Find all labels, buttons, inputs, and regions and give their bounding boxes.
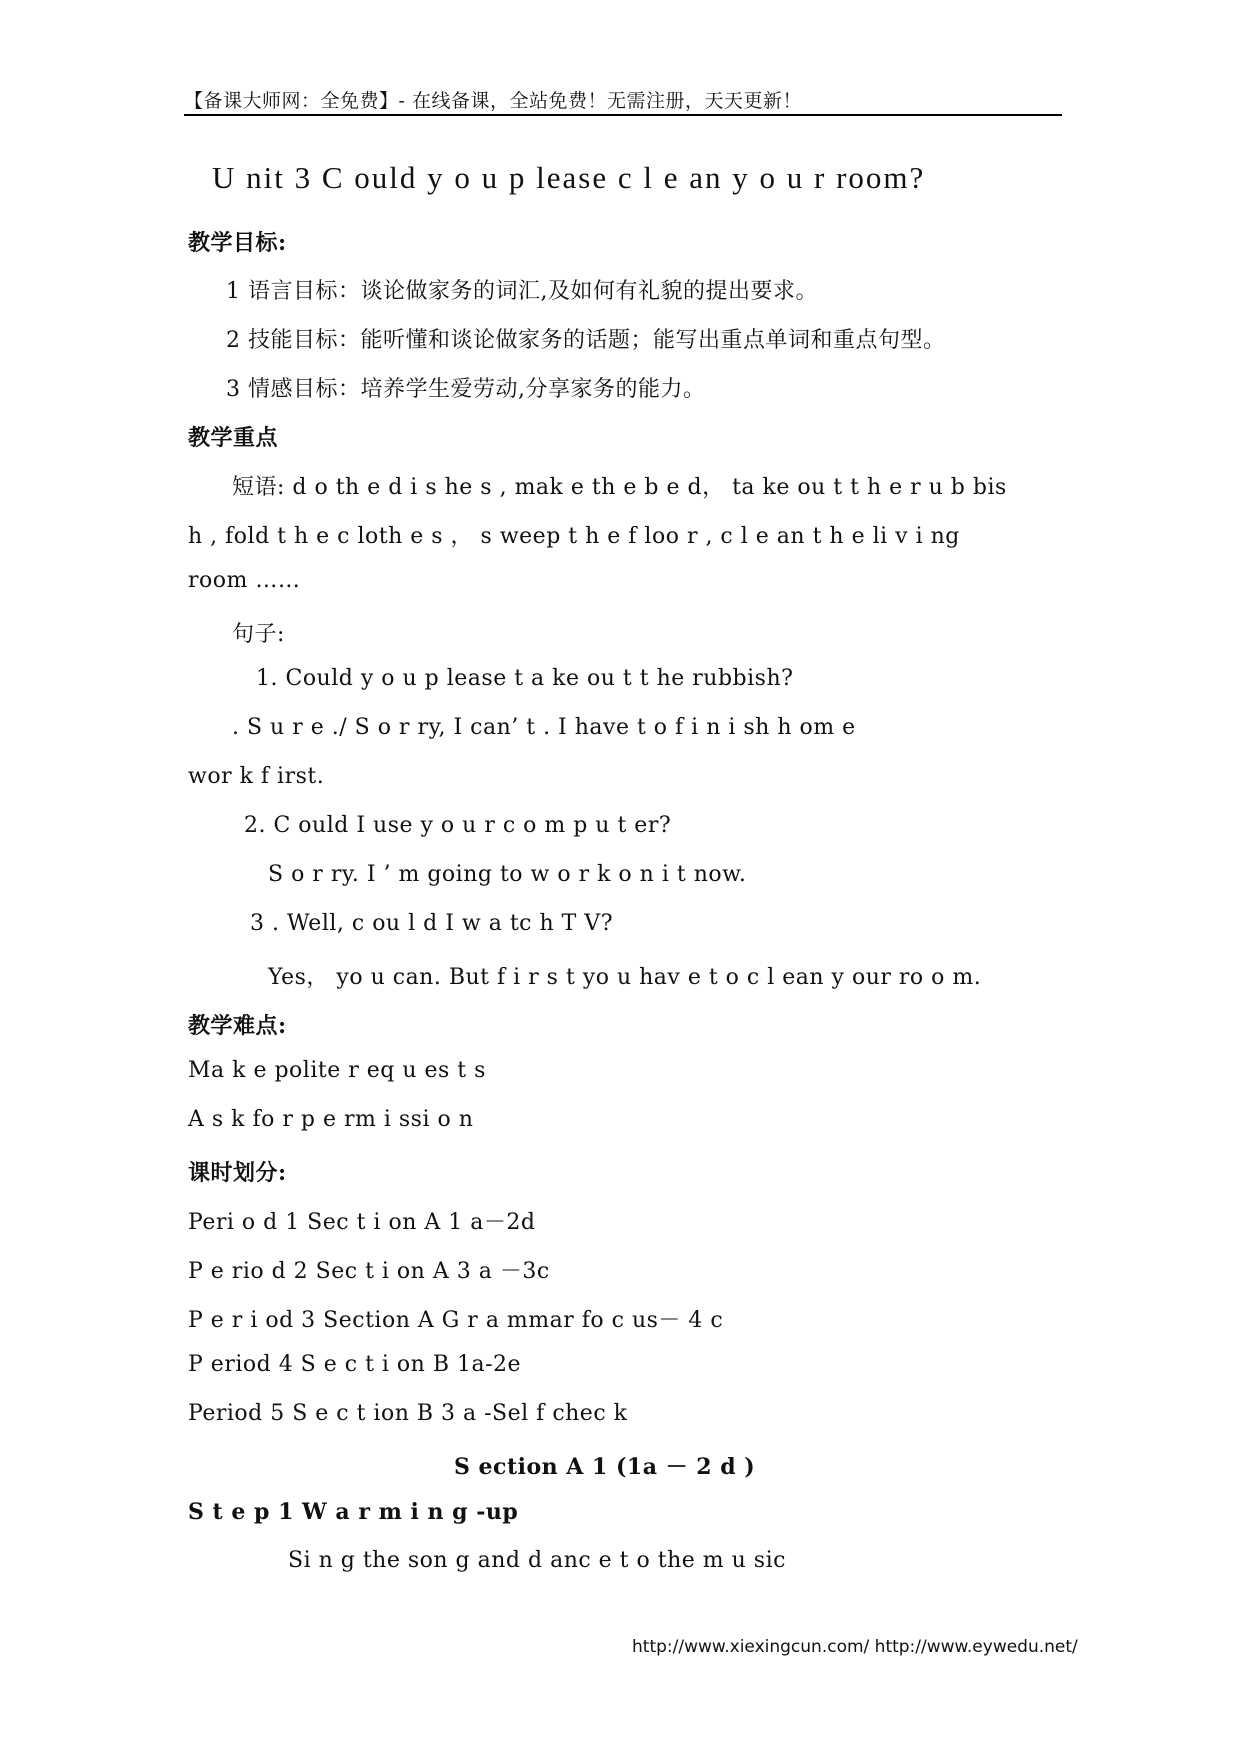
goals-heading: 教学目标: [188,230,287,256]
difficulty-item-1: Ma k e polite r eq u es t s [188,1058,486,1083]
period-item-3: P e r i od 3 Section A G r a mmar fo c us－ 4 c [188,1308,724,1333]
step-1-text: Si n g the son g and d anc e t o the m u sic [288,1548,786,1573]
period-item-5: Period 5 S e c t ion B 3 a -Sel f chec k [188,1401,628,1426]
goal-item-1: 1 语言目标：谈论做家务的词汇,及如何有礼貌的提出要求。 [226,279,818,304]
page-header: 【备课大师网：全免费】- 在线备课，全站免费！无需注册，天天更新！ [184,90,802,112]
sentence-1: 1. Could y o u p lease t a ke ou t t he rubbish? [256,666,794,691]
periods-heading: 课时划分: [188,1160,287,1186]
difficulty-item-2: A s k fo r p e rm i ssi o n [188,1107,474,1132]
sentences-label: 句子: [232,622,285,647]
sentence-3: 3 . Well, c ou l d I w a tc h T V? [250,911,613,936]
phrases-line-1: 短语: d o th e d i s he s , mak e th e b e d， ta ke ou t t h e r u b bis [232,475,1007,500]
sentence-1-answer-line-2: wor k f irst. [188,764,325,789]
sentence-1-answer-line-1: . S u r e ./ S o r ry, I can’ t . I have t o f i n i sh h om e [232,715,856,740]
period-item-4: P eriod 4 S e c t i on B 1a-2e [188,1352,522,1377]
sentence-3-answer: Yes， yo u can. But f i r s t yo u hav e t o c l ean y our ro o m. [268,965,982,990]
sentence-2-answer: S o r ry. I ’ m going to w o r k o n i t now. [268,862,747,887]
unit-title: U nit 3 C ould y o u p lease c l e an y o u r room? [212,160,926,195]
header-divider [184,114,1062,116]
sentence-2: 2. C ould I use y o u r c o m p u t er? [244,813,672,838]
goal-item-2: 2 技能目标：能听懂和谈论做家务的话题；能写出重点单词和重点句型。 [226,328,946,353]
step-1-heading: S t e p 1 W a r m i n g -up [188,1499,519,1525]
period-item-2: P e rio d 2 Sec t i on A 3 a －3c [188,1259,550,1284]
phrases-line-3: room …… [188,568,301,593]
key-points-heading: 教学重点 [188,425,279,451]
difficulties-heading: 教学难点: [188,1013,287,1039]
goal-item-3: 3 情感目标：培养学生爱劳动,分享家务的能力。 [226,377,706,402]
phrases-line-2: h , fold t h e c loth e s ， s weep t h e f loo r , c l e an t h e li v i ng [188,524,960,549]
footer-urls: http://www.xiexingcun.com/ http://www.eywedu.net/ [632,1637,1078,1657]
section-heading: S ection A 1 (1a － 2 d ) [454,1454,756,1480]
period-item-1: Peri o d 1 Sec t i on A 1 a－2d [188,1210,536,1235]
